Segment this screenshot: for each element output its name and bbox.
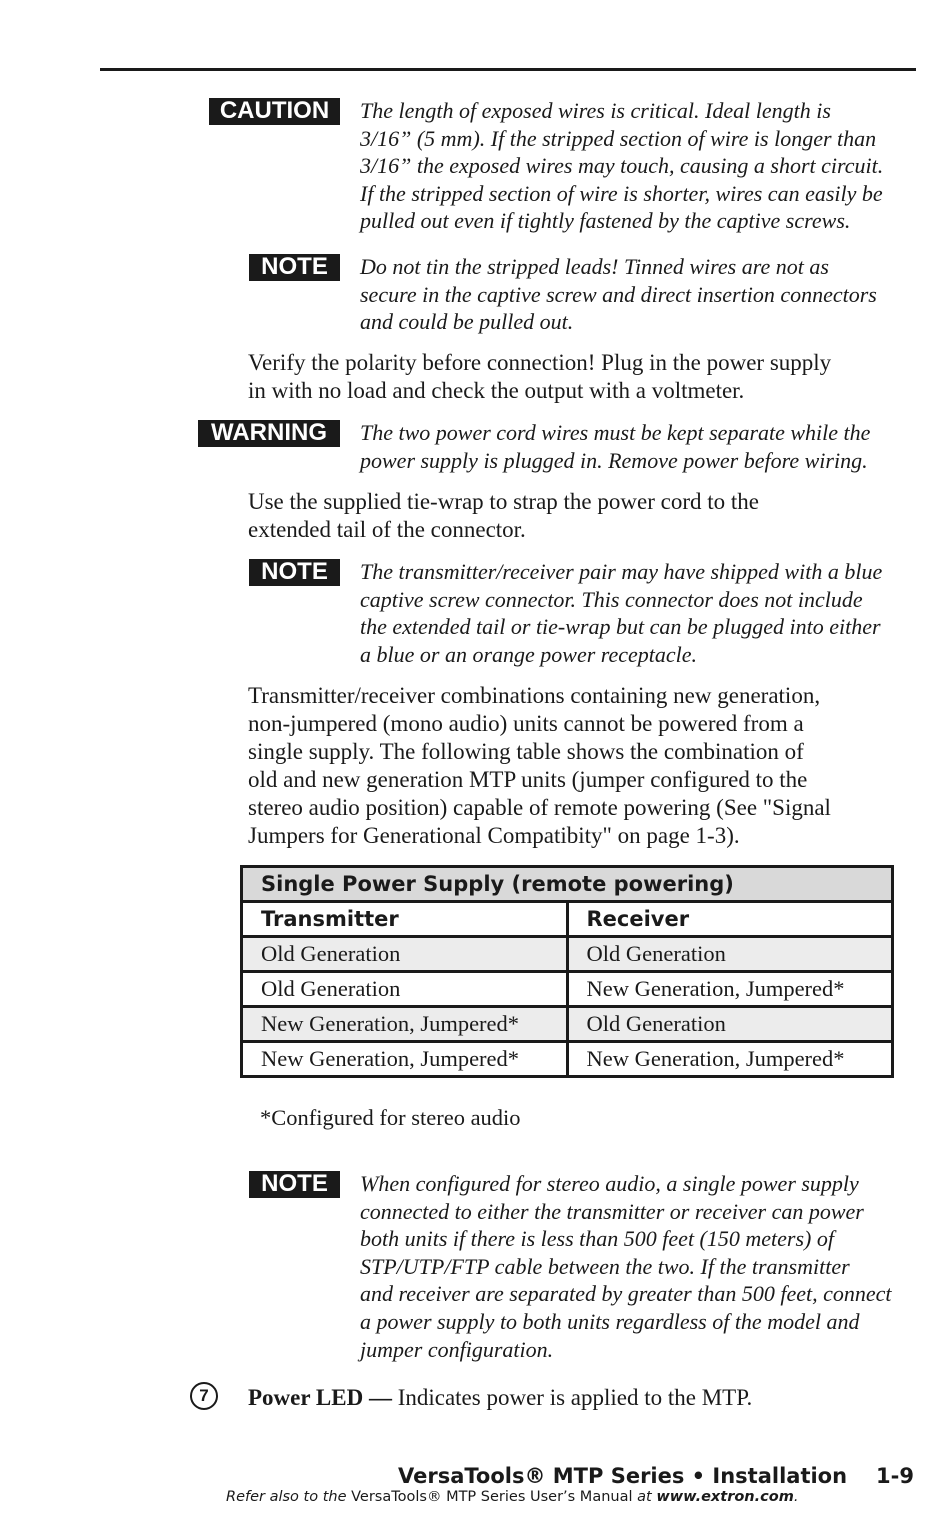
text-line: non-jumpered (mono audio) units cannot be powered from a bbox=[248, 711, 804, 736]
ref-manual: VersaTools® MTP Series User’s Manual bbox=[351, 1489, 633, 1505]
tie-wrap-paragraph bbox=[248, 488, 916, 544]
polarity-paragraph bbox=[248, 349, 916, 405]
text-line: 3/16” the exposed wires may touch, causing a short circuit. bbox=[360, 153, 884, 179]
text-line: The length of exposed wires is critical. Ideal length is bbox=[360, 98, 831, 123]
caution-text bbox=[360, 97, 920, 235]
note-text bbox=[360, 253, 920, 336]
table-title: Single Power Supply (remote powering) bbox=[242, 867, 893, 902]
caution-badge: CAUTION bbox=[209, 98, 340, 125]
text-line: 3/16” (5 mm). If the stripped section of wire is longer than bbox=[360, 125, 877, 151]
table-row bbox=[242, 1007, 893, 1042]
power-led-description bbox=[248, 1384, 752, 1412]
text-line: connected to either the transmitter or receiver can power bbox=[360, 1198, 864, 1224]
table-cell: Old Generation bbox=[242, 937, 568, 972]
warning-text bbox=[360, 419, 920, 474]
item-number-circle: 7 bbox=[190, 1382, 218, 1410]
power-led-text: Indicates power is applied to the MTP. bbox=[391, 1385, 753, 1410]
ref-end: . bbox=[793, 1489, 799, 1505]
combinations-paragraph bbox=[248, 682, 916, 850]
warning-badge: WARNING bbox=[198, 420, 340, 447]
note-text bbox=[360, 558, 920, 668]
table-cell: Old Generation bbox=[567, 937, 893, 972]
page-number: 1-9 bbox=[876, 1464, 914, 1488]
text-line: Verify the polarity before connection! Plug in the power supply bbox=[248, 350, 832, 375]
ref-url: www.extron.com bbox=[656, 1489, 794, 1505]
note-badge: NOTE bbox=[249, 1171, 340, 1198]
header-rule bbox=[100, 68, 916, 71]
text-line: The transmitter/receiver pair may have shipped with a blue bbox=[360, 559, 883, 584]
text-line: and could be pulled out. bbox=[360, 309, 574, 335]
text-line: Transmitter/receiver combinations containing new generation, bbox=[248, 683, 821, 708]
power-supply-table bbox=[240, 865, 894, 1078]
text-line: jumper configuration. bbox=[360, 1336, 554, 1362]
column-header-receiver: Receiver bbox=[567, 902, 893, 937]
note-badge: NOTE bbox=[249, 254, 340, 281]
text-line: power supply is plugged in. Remove power before wiring. bbox=[360, 447, 868, 473]
text-line: pulled out even if tightly fastened by the captive screws. bbox=[360, 208, 851, 234]
text-line: If the stripped section of wire is shorter, wires can easily be bbox=[360, 180, 883, 206]
note-badge: NOTE bbox=[249, 559, 340, 586]
table-cell: New Generation, Jumpered* bbox=[242, 1007, 568, 1042]
text-line: extended tail of the connector. bbox=[248, 517, 526, 542]
footer-reference bbox=[226, 1488, 798, 1506]
ref-at: at bbox=[632, 1489, 657, 1505]
footer-title: VersaTools® MTP Series • Installation bbox=[398, 1464, 848, 1488]
table-title-row bbox=[242, 867, 893, 902]
text-line: When configured for stereo audio, a single power supply bbox=[360, 1171, 859, 1196]
text-line: Jumpers for Generational Compatibity" on page 1-3). bbox=[248, 823, 740, 848]
text-line: Use the supplied tie-wrap to strap the power cord to the bbox=[248, 489, 759, 514]
ref-prefix: Refer also to the bbox=[226, 1489, 352, 1505]
text-line: The two power cord wires must be kept separate while the bbox=[360, 420, 871, 445]
power-led-term: Power LED — bbox=[248, 1385, 392, 1410]
table-footnote: *Configured for stereo audio bbox=[260, 1105, 521, 1130]
note-text bbox=[360, 1170, 920, 1363]
table-row bbox=[242, 937, 893, 972]
table-cell: New Generation, Jumpered* bbox=[567, 1042, 893, 1077]
text-line: a power supply to both units regardless of the model and bbox=[360, 1308, 860, 1334]
table-row bbox=[242, 1042, 893, 1077]
text-line: stereo audio position) capable of remote powering (See "Signal bbox=[248, 795, 831, 820]
text-line: in with no load and check the output with a voltmeter. bbox=[248, 378, 745, 403]
text-line: both units if there is less than 500 feet (150 meters) of bbox=[360, 1226, 834, 1252]
table-cell: New Generation, Jumpered* bbox=[242, 1042, 568, 1077]
table-cell: Old Generation bbox=[567, 1007, 893, 1042]
table-cell: Old Generation bbox=[242, 972, 568, 1007]
text-line: the extended tail or tie-wrap but can be plugged into either bbox=[360, 614, 881, 640]
text-line: old and new generation MTP units (jumper configured to the bbox=[248, 767, 808, 792]
text-line: a blue or an orange power receptacle. bbox=[360, 641, 698, 667]
table-row bbox=[242, 972, 893, 1007]
text-line: STP/UTP/FTP cable between the two. If the transmitter bbox=[360, 1253, 850, 1279]
text-line: single supply. The following table shows the combination of bbox=[248, 739, 804, 764]
text-line: and receiver are separated by greater than 500 feet, connect bbox=[360, 1281, 892, 1307]
text-line: secure in the captive screw and direct insertion connectors bbox=[360, 281, 877, 307]
text-line: Do not tin the stripped leads! Tinned wires are not as bbox=[360, 254, 829, 279]
column-header-transmitter: Transmitter bbox=[242, 902, 568, 937]
text-line: captive screw connector. This connector does not include bbox=[360, 586, 863, 612]
table-cell: New Generation, Jumpered* bbox=[567, 972, 893, 1007]
table-header-row bbox=[242, 902, 893, 937]
